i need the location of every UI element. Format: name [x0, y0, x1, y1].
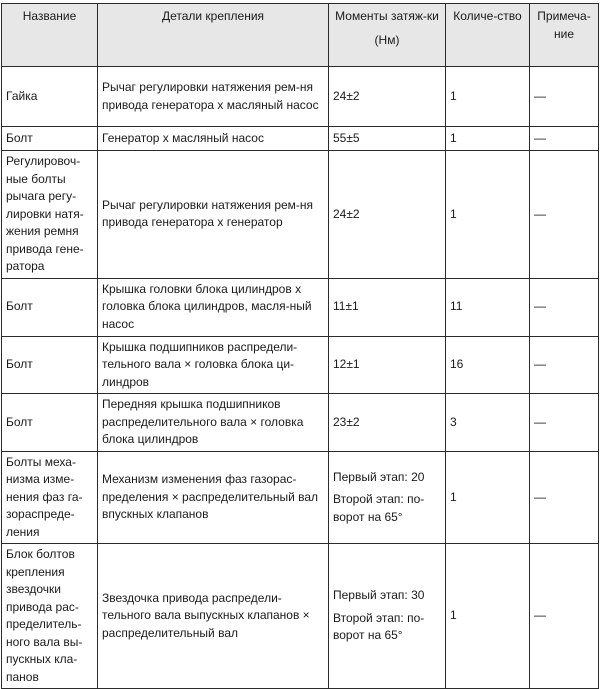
cell-note: —: [530, 394, 599, 452]
table-row: [2, 336, 599, 394]
cell-quantity: 1: [446, 544, 530, 689]
cell-quantity: 16: [446, 336, 530, 394]
cell-quantity: 3: [446, 394, 530, 452]
torque-spec-table: [1, 3, 599, 689]
column-header-note: Примеча-ние: [530, 4, 599, 67]
cell-torque: 24±2: [329, 151, 446, 279]
cell-quantity: 1: [446, 127, 530, 151]
cell-note: —: [530, 451, 599, 544]
cell-name: Гайка: [2, 67, 98, 127]
cell-details: Рычаг регулировки натяжения рем-ня привода генератора x генератор: [98, 151, 329, 279]
table-row: [2, 127, 599, 151]
table-row: [2, 544, 599, 689]
cell-details: Звездочка привода распредели-тельного вала выпускных клапанов × распределительный вал: [98, 544, 329, 689]
torque-stage-1: Первый этап: 20: [333, 469, 425, 484]
table-row: [2, 278, 599, 336]
cell-details: Генератор x масляный насос: [98, 127, 329, 151]
column-header-torque-unit: (Нм): [374, 32, 400, 47]
cell-name: Блок болтов крепления звездочки привода рас-пределитель-ного вала вы-пускных кла-панов: [2, 544, 98, 689]
cell-quantity: 11: [446, 278, 530, 336]
cell-note: —: [530, 67, 599, 127]
cell-note: —: [530, 127, 599, 151]
table-row: [2, 451, 599, 544]
cell-details: Крышка головки блока цилиндров x головка блока цилиндров, масля-ный насос: [98, 278, 329, 336]
torque-stage-2: Второй этап: по-ворот на 65°: [333, 492, 425, 524]
column-header-quantity: Количе-ство: [446, 4, 530, 67]
cell-quantity: 1: [446, 451, 530, 544]
table-row: [2, 67, 599, 127]
column-header-details: Детали крепления: [98, 4, 329, 67]
cell-note: —: [530, 278, 599, 336]
cell-details: Передняя крышка подшипников распределительного вала × головка блока цилиндров: [98, 394, 329, 452]
column-header-torque: [329, 4, 446, 67]
cell-name: Болт: [2, 394, 98, 452]
torque-stage-1: Первый этап: 30: [333, 588, 425, 603]
cell-quantity: 1: [446, 67, 530, 127]
column-header-torque-label: Моменты затяж-ки: [335, 9, 439, 23]
torque-stage-2: Второй этап: по-ворот на 65°: [333, 610, 425, 643]
table-row: [2, 394, 599, 452]
cell-torque: 23±2: [329, 394, 446, 452]
cell-torque: [329, 451, 446, 544]
cell-quantity: 1: [446, 151, 530, 279]
header-row: [2, 4, 599, 67]
cell-note: —: [530, 336, 599, 394]
cell-torque: [329, 544, 446, 689]
cell-details: Рычаг регулировки натяжения рем-ня привода генератора x масляный насос: [98, 67, 329, 127]
cell-torque: 24±2: [329, 67, 446, 127]
cell-torque: 11±1: [329, 278, 446, 336]
cell-details: Механизм изменения фаз газорас-пределения × распределительный вал впускных клапанов: [98, 451, 329, 544]
cell-name: Болт: [2, 336, 98, 394]
cell-name: Болт: [2, 127, 98, 151]
cell-name: Болт: [2, 278, 98, 336]
cell-torque: 55±5: [329, 127, 446, 151]
cell-name: Регулировоч-ные болты рычага регу-лировки натя-жения ремня привода гене-ратора: [2, 151, 98, 279]
column-header-name: Название: [2, 4, 98, 67]
cell-torque: 12±1: [329, 336, 446, 394]
table-row: [2, 151, 599, 279]
cell-note: —: [530, 151, 599, 279]
cell-details: Крышка подшипников распредели-тельного вала × головка блока ци-линдров: [98, 336, 329, 394]
cell-name: Болты меха-низма изме-нения фаз га-зораспреде-ления: [2, 451, 98, 544]
cell-note: —: [530, 544, 599, 689]
